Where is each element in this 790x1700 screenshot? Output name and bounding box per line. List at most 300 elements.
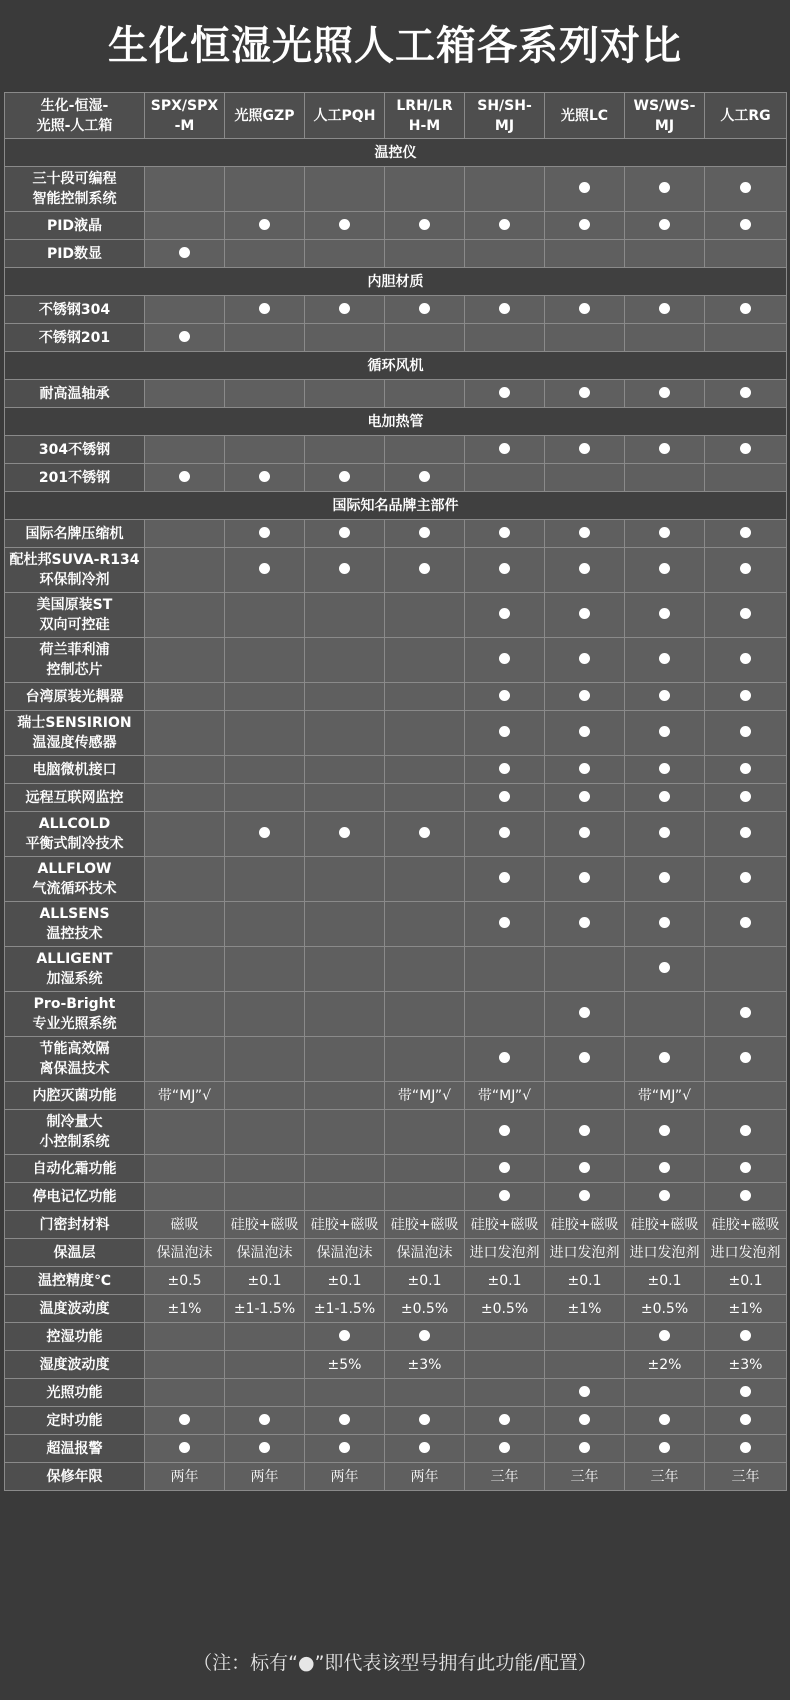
feature-dot-icon	[659, 563, 670, 574]
feature-dot-icon	[659, 1125, 670, 1136]
table-cell	[545, 548, 625, 593]
table-cell	[305, 1183, 385, 1211]
table-cell	[625, 593, 705, 638]
table-cell: 磁吸	[145, 1211, 225, 1239]
table-cell: ±0.5%	[625, 1295, 705, 1323]
table-cell	[545, 683, 625, 711]
table-cell	[225, 167, 305, 212]
table-cell	[225, 520, 305, 548]
table-cell	[305, 857, 385, 902]
table-cell	[705, 1435, 787, 1463]
feature-dot-icon	[579, 563, 590, 574]
table-cell	[705, 1155, 787, 1183]
row-label: 瑞士SENSIRION 温湿度传感器	[5, 711, 145, 756]
table-cell: 硅胶+磁吸	[705, 1211, 787, 1239]
row-label: 304不锈钢	[5, 436, 145, 464]
table-cell	[385, 683, 465, 711]
table-cell: 进口发泡剂	[545, 1239, 625, 1267]
table-cell	[225, 1110, 305, 1155]
feature-dot-icon	[499, 872, 510, 883]
table-cell: 两年	[305, 1463, 385, 1491]
table-cell	[545, 380, 625, 408]
table-cell	[545, 857, 625, 902]
feature-dot-icon	[579, 1162, 590, 1173]
table-cell	[545, 296, 625, 324]
table-cell	[225, 1183, 305, 1211]
table-cell	[625, 857, 705, 902]
feature-dot-icon	[659, 608, 670, 619]
feature-dot-icon	[740, 443, 751, 454]
table-cell	[145, 1183, 225, 1211]
table-cell	[465, 1351, 545, 1379]
feature-dot-icon	[499, 1125, 510, 1136]
table-cell	[385, 380, 465, 408]
table-row	[5, 296, 787, 324]
table-row	[5, 436, 787, 464]
table-cell	[225, 902, 305, 947]
table-cell	[225, 324, 305, 352]
table-cell	[225, 812, 305, 857]
table-cell: 带“MJ”√	[625, 1082, 705, 1110]
table-cell	[545, 711, 625, 756]
table-cell	[705, 548, 787, 593]
table-cell	[145, 1323, 225, 1351]
table-cell	[145, 992, 225, 1037]
table-cell: 进口发泡剂	[705, 1239, 787, 1267]
table-cell	[545, 1183, 625, 1211]
table-cell	[225, 711, 305, 756]
table-row	[5, 711, 787, 756]
model-header-3: LRH/LR H-M	[385, 93, 465, 139]
table-cell	[305, 436, 385, 464]
feature-dot-icon	[740, 1162, 751, 1173]
table-cell	[145, 1037, 225, 1082]
table-cell: ±0.1	[545, 1267, 625, 1295]
table-cell	[705, 1037, 787, 1082]
feature-dot-icon	[339, 1414, 350, 1425]
table-cell	[145, 548, 225, 593]
table-cell	[225, 1155, 305, 1183]
feature-dot-icon	[659, 1414, 670, 1425]
feature-dot-icon	[499, 219, 510, 230]
feature-dot-icon	[499, 1162, 510, 1173]
feature-dot-icon	[499, 763, 510, 774]
feature-dot-icon	[179, 247, 190, 258]
table-cell: 带“MJ”√	[145, 1082, 225, 1110]
feature-dot-icon	[499, 726, 510, 737]
table-cell	[705, 296, 787, 324]
row-label: 门密封材料	[5, 1211, 145, 1239]
table-cell	[465, 1407, 545, 1435]
table-cell	[305, 212, 385, 240]
section-row	[5, 268, 787, 296]
feature-dot-icon	[579, 527, 590, 538]
table-cell: ±1%	[545, 1295, 625, 1323]
table-cell	[705, 324, 787, 352]
feature-dot-icon	[419, 1442, 430, 1453]
table-cell	[305, 638, 385, 683]
feature-dot-icon	[579, 653, 590, 664]
table-cell: 进口发泡剂	[625, 1239, 705, 1267]
feature-dot-icon	[659, 653, 670, 664]
table-cell	[545, 324, 625, 352]
feature-dot-icon	[179, 471, 190, 482]
table-cell	[225, 784, 305, 812]
feature-dot-icon	[740, 303, 751, 314]
table-cell	[145, 857, 225, 902]
header-row	[5, 93, 787, 139]
table-cell	[465, 380, 545, 408]
table-cell	[385, 947, 465, 992]
table-cell	[705, 812, 787, 857]
table-cell: ±0.1	[705, 1267, 787, 1295]
feature-dot-icon	[740, 1414, 751, 1425]
table-row	[5, 1155, 787, 1183]
table-cell	[305, 296, 385, 324]
table-cell	[385, 756, 465, 784]
header-corner-label: 生化-恒湿- 光照-人工箱	[5, 93, 145, 139]
feature-dot-icon	[659, 1330, 670, 1341]
row-label: Pro-Bright 专业光照系统	[5, 992, 145, 1037]
table-cell	[705, 1323, 787, 1351]
feature-dot-icon	[579, 1190, 590, 1201]
table-row	[5, 1379, 787, 1407]
feature-dot-icon	[339, 219, 350, 230]
feature-dot-icon	[339, 527, 350, 538]
table-cell	[625, 638, 705, 683]
table-cell	[305, 324, 385, 352]
table-cell	[305, 380, 385, 408]
table-row	[5, 464, 787, 492]
table-cell	[145, 711, 225, 756]
table-cell	[385, 992, 465, 1037]
table-cell	[385, 464, 465, 492]
table-cell	[385, 1155, 465, 1183]
table-cell	[225, 756, 305, 784]
feature-dot-icon	[339, 1330, 350, 1341]
table-cell	[705, 683, 787, 711]
row-label: 美国原装ST 双向可控硅	[5, 593, 145, 638]
table-cell	[625, 436, 705, 464]
footnote: （注：标有“●”即代表该型号拥有此功能/配置）	[193, 1652, 597, 1674]
table-cell	[545, 902, 625, 947]
table-cell	[465, 947, 545, 992]
row-label: 台湾原装光耦器	[5, 683, 145, 711]
row-label: 不锈钢201	[5, 324, 145, 352]
table-row	[5, 683, 787, 711]
feature-dot-icon	[740, 917, 751, 928]
model-header-4: SH/SH- MJ	[465, 93, 545, 139]
feature-dot-icon	[499, 827, 510, 838]
table-cell	[705, 1183, 787, 1211]
row-label: 保修年限	[5, 1463, 145, 1491]
feature-dot-icon	[740, 653, 751, 664]
row-label: ALLFLOW 气流循环技术	[5, 857, 145, 902]
table-cell	[625, 1155, 705, 1183]
table-cell	[465, 756, 545, 784]
table-cell	[225, 857, 305, 902]
row-label: 保温层	[5, 1239, 145, 1267]
table-cell	[225, 1407, 305, 1435]
feature-dot-icon	[499, 1052, 510, 1063]
feature-dot-icon	[579, 608, 590, 619]
table-cell	[545, 240, 625, 268]
row-label: 定时功能	[5, 1407, 145, 1435]
table-cell: ±1-1.5%	[305, 1295, 385, 1323]
table-cell	[305, 1435, 385, 1463]
feature-dot-icon	[499, 563, 510, 574]
table-cell	[625, 1183, 705, 1211]
table-cell	[705, 436, 787, 464]
row-label: ALLSENS 温控技术	[5, 902, 145, 947]
feature-dot-icon	[259, 219, 270, 230]
table-cell	[625, 992, 705, 1037]
table-cell	[625, 1435, 705, 1463]
feature-dot-icon	[259, 527, 270, 538]
feature-dot-icon	[579, 1125, 590, 1136]
table-cell	[145, 638, 225, 683]
table-row	[5, 212, 787, 240]
table-cell	[705, 1379, 787, 1407]
table-cell	[465, 593, 545, 638]
table-cell	[145, 683, 225, 711]
table-row	[5, 548, 787, 593]
table-cell	[705, 240, 787, 268]
table-cell	[545, 1155, 625, 1183]
table-cell: ±5%	[305, 1351, 385, 1379]
table-cell	[705, 638, 787, 683]
feature-dot-icon	[179, 331, 190, 342]
model-header-7: 人工RG	[705, 93, 787, 139]
feature-dot-icon	[499, 303, 510, 314]
table-cell: 两年	[385, 1463, 465, 1491]
section-title: 电加热管	[5, 408, 787, 436]
feature-dot-icon	[659, 443, 670, 454]
table-cell: 进口发泡剂	[465, 1239, 545, 1267]
table-cell	[145, 1351, 225, 1379]
table-cell	[145, 947, 225, 992]
feature-dot-icon	[740, 1386, 751, 1397]
table-cell	[625, 1379, 705, 1407]
table-cell	[145, 520, 225, 548]
row-label: 自动化霜功能	[5, 1155, 145, 1183]
table-cell	[465, 548, 545, 593]
feature-dot-icon	[740, 219, 751, 230]
table-cell	[225, 548, 305, 593]
table-cell	[465, 436, 545, 464]
row-label: 温控精度℃	[5, 1267, 145, 1295]
section-row	[5, 408, 787, 436]
table-cell	[465, 812, 545, 857]
table-cell	[145, 380, 225, 408]
table-cell	[305, 548, 385, 593]
table-cell	[705, 947, 787, 992]
table-cell	[625, 683, 705, 711]
table-cell	[545, 784, 625, 812]
feature-dot-icon	[259, 1414, 270, 1425]
row-label: ALLCOLD 平衡式制冷技术	[5, 812, 145, 857]
row-label: 控湿功能	[5, 1323, 145, 1351]
row-label: ALLIGENT 加湿系统	[5, 947, 145, 992]
row-label: 耐高温轴承	[5, 380, 145, 408]
table-cell	[465, 240, 545, 268]
feature-dot-icon	[259, 563, 270, 574]
table-cell	[705, 711, 787, 756]
table-cell	[305, 1379, 385, 1407]
table-row	[5, 240, 787, 268]
feature-dot-icon	[740, 791, 751, 802]
table-cell	[705, 520, 787, 548]
row-label: 超温报警	[5, 1435, 145, 1463]
table-cell	[545, 1082, 625, 1110]
table-cell	[625, 812, 705, 857]
table-cell	[145, 212, 225, 240]
table-cell	[225, 1435, 305, 1463]
row-label: 温度波动度	[5, 1295, 145, 1323]
table-cell	[385, 1110, 465, 1155]
table-cell	[465, 1183, 545, 1211]
row-label: 停电记忆功能	[5, 1183, 145, 1211]
table-cell	[385, 520, 465, 548]
section-row	[5, 352, 787, 380]
row-label: 配杜邦SUVA-R134 环保制冷剂	[5, 548, 145, 593]
table-cell: 硅胶+磁吸	[465, 1211, 545, 1239]
feature-dot-icon	[740, 608, 751, 619]
feature-dot-icon	[419, 1330, 430, 1341]
table-cell	[145, 812, 225, 857]
table-cell	[705, 1110, 787, 1155]
table-cell	[545, 1037, 625, 1082]
table-cell	[225, 240, 305, 268]
table-cell	[545, 436, 625, 464]
table-cell	[705, 1407, 787, 1435]
table-cell	[305, 1407, 385, 1435]
table-cell	[545, 947, 625, 992]
row-label: 电脑微机接口	[5, 756, 145, 784]
table-cell	[305, 756, 385, 784]
table-cell	[145, 464, 225, 492]
feature-dot-icon	[579, 387, 590, 398]
table-cell	[625, 711, 705, 756]
row-label: 荷兰菲利浦 控制芯片	[5, 638, 145, 683]
table-cell	[225, 212, 305, 240]
feature-dot-icon	[579, 1052, 590, 1063]
table-cell	[545, 593, 625, 638]
feature-dot-icon	[339, 563, 350, 574]
feature-dot-icon	[339, 471, 350, 482]
table-cell	[305, 1323, 385, 1351]
table-cell	[225, 1082, 305, 1110]
table-cell	[305, 812, 385, 857]
table-cell	[465, 1110, 545, 1155]
table-cell	[305, 1037, 385, 1082]
table-cell	[545, 812, 625, 857]
row-label: 不锈钢304	[5, 296, 145, 324]
feature-dot-icon	[499, 690, 510, 701]
table-row	[5, 324, 787, 352]
table-row	[5, 1183, 787, 1211]
table-cell: 保温泡沫	[145, 1239, 225, 1267]
table-cell	[625, 947, 705, 992]
table-row	[5, 857, 787, 902]
row-label: PID数显	[5, 240, 145, 268]
table-cell	[545, 1351, 625, 1379]
table-cell: ±0.5%	[465, 1295, 545, 1323]
table-cell	[625, 1407, 705, 1435]
feature-dot-icon	[499, 387, 510, 398]
feature-dot-icon	[740, 872, 751, 883]
table-row	[5, 167, 787, 212]
table-cell	[625, 167, 705, 212]
table-cell	[385, 784, 465, 812]
table-cell	[305, 167, 385, 212]
table-cell	[465, 784, 545, 812]
feature-dot-icon	[659, 690, 670, 701]
table-cell	[465, 1037, 545, 1082]
table-row	[5, 756, 787, 784]
table-cell	[705, 902, 787, 947]
feature-dot-icon	[659, 527, 670, 538]
model-header-1: 光照GZP	[225, 93, 305, 139]
table-cell: ±1%	[705, 1295, 787, 1323]
feature-dot-icon	[259, 827, 270, 838]
table-cell	[225, 380, 305, 408]
row-label: 内腔灭菌功能	[5, 1082, 145, 1110]
table-cell	[465, 296, 545, 324]
section-title: 国际知名品牌主部件	[5, 492, 787, 520]
feature-dot-icon	[740, 387, 751, 398]
table-cell	[305, 240, 385, 268]
feature-dot-icon	[499, 653, 510, 664]
row-label: 节能高效隔 离保温技术	[5, 1037, 145, 1082]
table-cell: 硅胶+磁吸	[385, 1211, 465, 1239]
table-cell: ±0.5	[145, 1267, 225, 1295]
table-cell	[625, 784, 705, 812]
table-row	[5, 520, 787, 548]
table-cell: 带“MJ”√	[465, 1082, 545, 1110]
table-cell	[465, 638, 545, 683]
table-cell: ±3%	[385, 1351, 465, 1379]
row-label: 远程互联网监控	[5, 784, 145, 812]
feature-dot-icon	[740, 827, 751, 838]
feature-dot-icon	[579, 1386, 590, 1397]
table-cell	[225, 1323, 305, 1351]
feature-dot-icon	[499, 1442, 510, 1453]
table-cell	[385, 593, 465, 638]
table-cell	[225, 683, 305, 711]
table-cell	[625, 548, 705, 593]
table-row	[5, 1239, 787, 1267]
table-cell: 保温泡沫	[385, 1239, 465, 1267]
table-cell	[145, 1407, 225, 1435]
table-cell: 硅胶+磁吸	[305, 1211, 385, 1239]
table-row	[5, 902, 787, 947]
table-cell	[225, 638, 305, 683]
table-cell	[465, 324, 545, 352]
feature-dot-icon	[579, 917, 590, 928]
table-cell: 硅胶+磁吸	[545, 1211, 625, 1239]
table-row	[5, 1082, 787, 1110]
table-cell	[145, 167, 225, 212]
feature-dot-icon	[499, 608, 510, 619]
feature-dot-icon	[499, 443, 510, 454]
table-cell	[545, 520, 625, 548]
table-cell	[705, 784, 787, 812]
table-row	[5, 992, 787, 1037]
table-cell: 保温泡沫	[305, 1239, 385, 1267]
table-cell	[625, 240, 705, 268]
feature-dot-icon	[499, 527, 510, 538]
